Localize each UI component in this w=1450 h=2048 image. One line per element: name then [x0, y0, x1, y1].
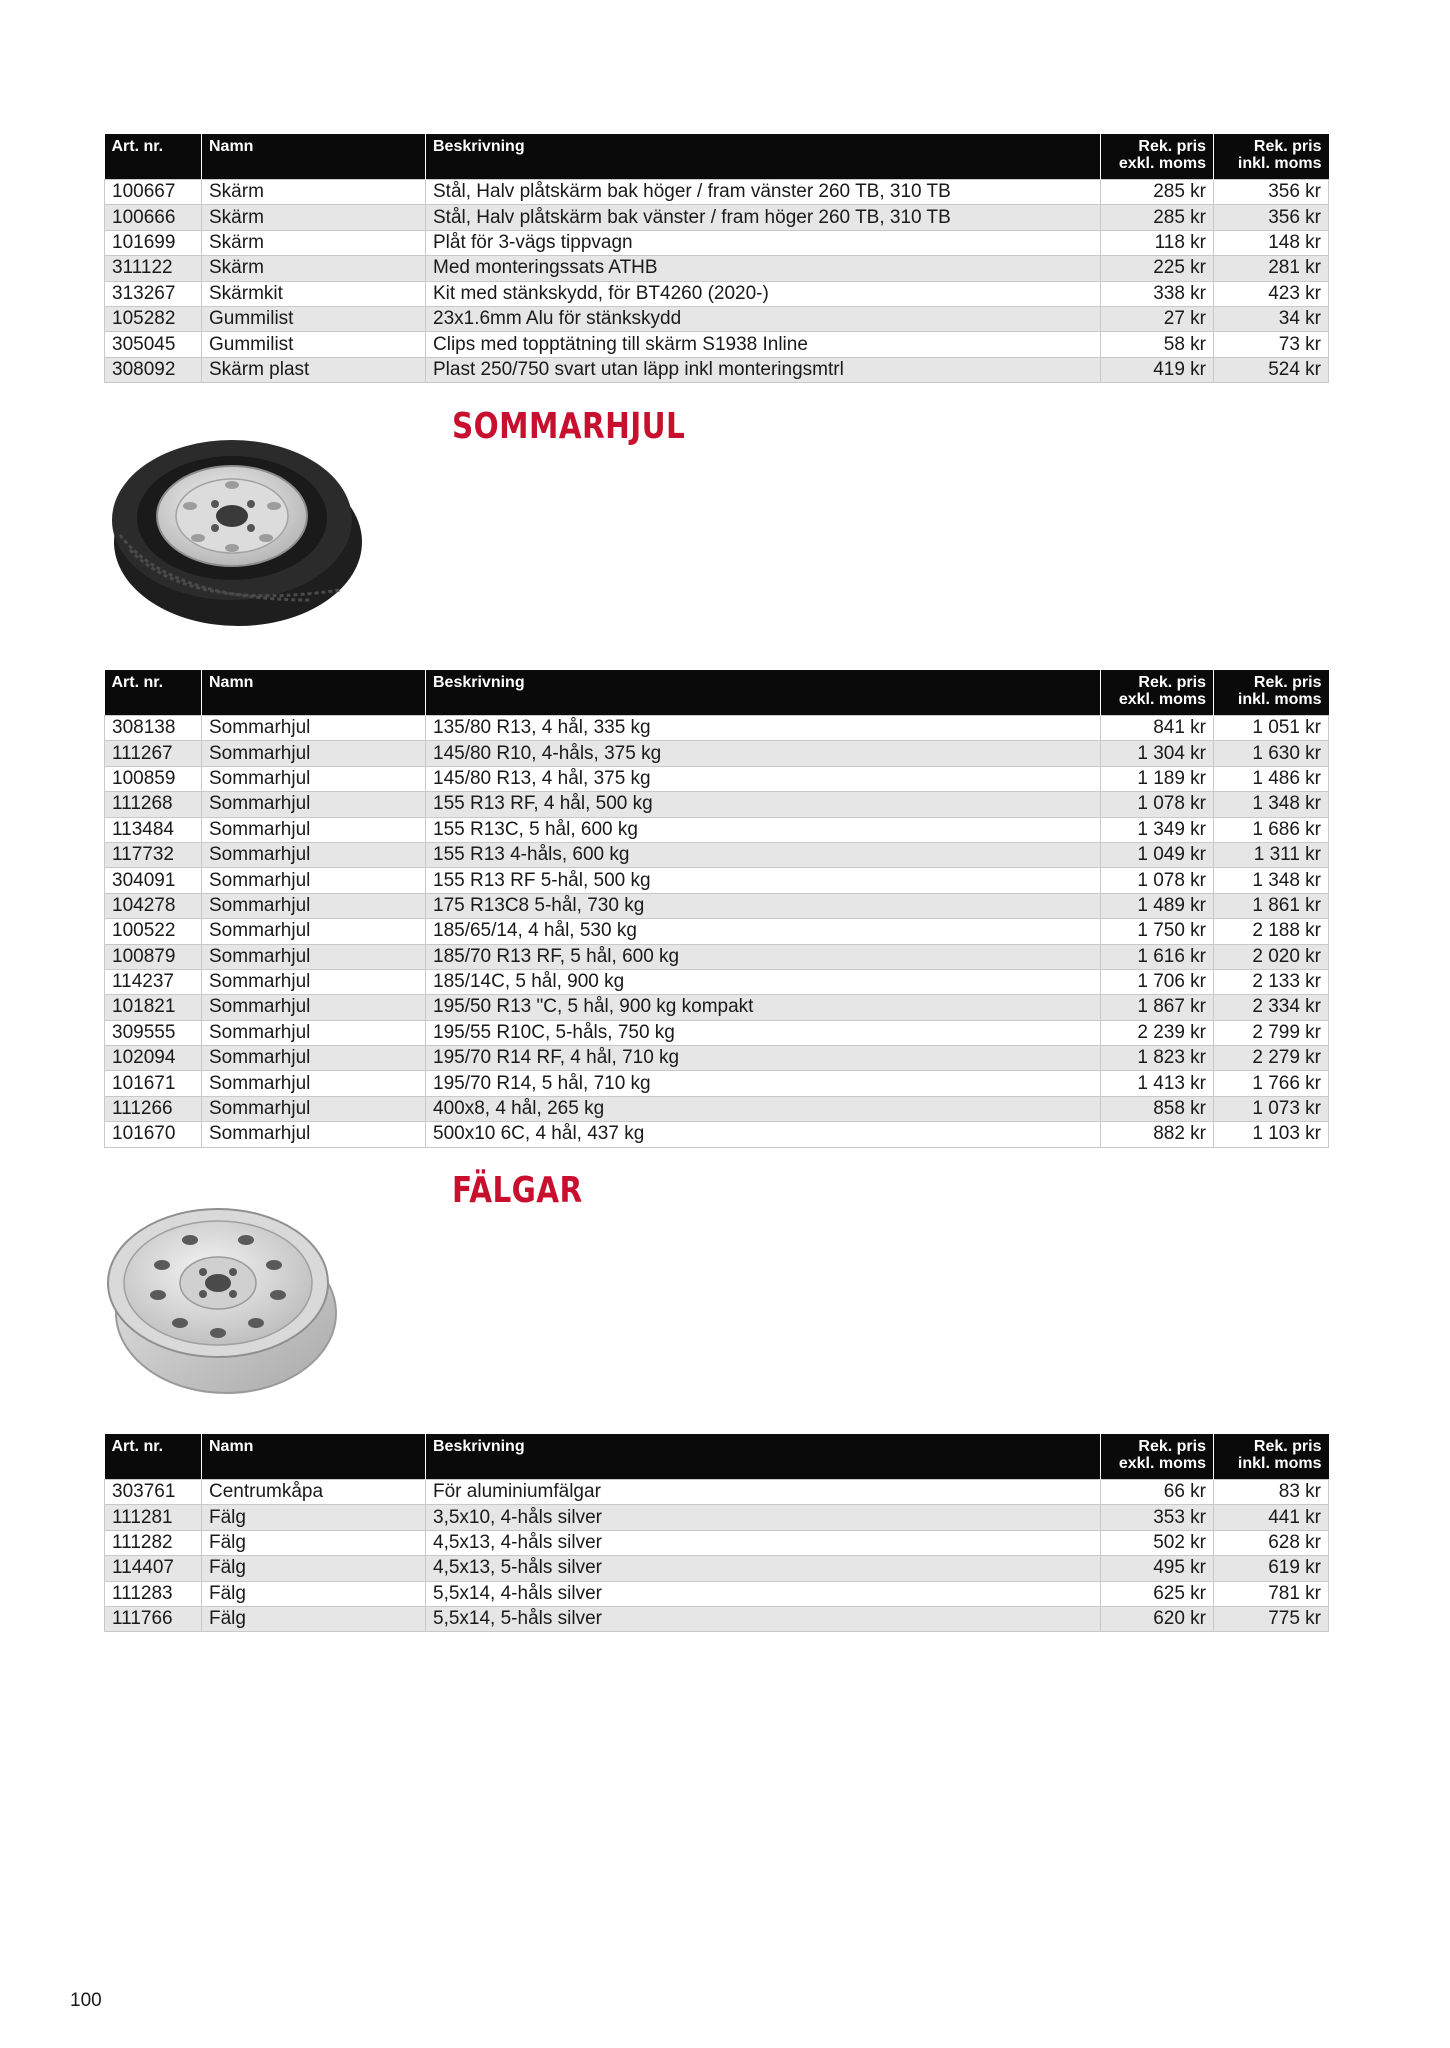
cell-beskrivning: 145/80 R13, 4 hål, 375 kg [426, 766, 1101, 791]
cell-inkl: 73 kr [1214, 332, 1329, 357]
col-header-exkl-line1: Rek. pris [1138, 138, 1206, 155]
cell-art: 101699 [105, 230, 202, 255]
cell-namn: Fälg [202, 1581, 426, 1606]
col-header-exkl-line2: exkl. moms [1118, 155, 1206, 172]
col-header-art: Art. nr. [105, 1434, 202, 1480]
cell-exkl: 841 kr [1101, 716, 1214, 741]
cell-inkl: 1 348 kr [1214, 792, 1329, 817]
cell-beskrivning: 155 R13 RF 5-hål, 500 kg [426, 868, 1101, 893]
table-row [105, 256, 1329, 281]
cell-beskrivning: 23x1.6mm Alu för stänkskydd [426, 306, 1101, 331]
cell-namn: Fälg [202, 1505, 426, 1530]
cell-namn: Sommarhjul [202, 1096, 426, 1121]
table-falgar [104, 1434, 1329, 1632]
cell-art: 114237 [105, 969, 202, 994]
col-header-art: Art. nr. [105, 134, 202, 180]
cell-inkl: 148 kr [1214, 230, 1329, 255]
cell-beskrivning: 3,5x10, 4-håls silver [426, 1505, 1101, 1530]
table-row [105, 1556, 1329, 1581]
cell-exkl: 1 189 kr [1101, 766, 1214, 791]
cell-inkl: 775 kr [1214, 1606, 1329, 1631]
cell-art: 102094 [105, 1046, 202, 1071]
cell-exkl: 225 kr [1101, 256, 1214, 281]
table-header-row [105, 134, 1329, 180]
cell-art: 111268 [105, 792, 202, 817]
col-header-beskrivning: Beskrivning [426, 134, 1101, 180]
cell-exkl: 419 kr [1101, 357, 1214, 382]
cell-exkl: 1 078 kr [1101, 868, 1214, 893]
cell-exkl: 1 616 kr [1101, 944, 1214, 969]
section-heading-falgar: FÄLGAR [452, 1170, 583, 1211]
cell-exkl: 858 kr [1101, 1096, 1214, 1121]
cell-beskrivning: 195/70 R14, 5 hål, 710 kg [426, 1071, 1101, 1096]
cell-art: 117732 [105, 842, 202, 867]
cell-beskrivning: 135/80 R13, 4 hål, 335 kg [426, 716, 1101, 741]
cell-beskrivning: Clips med topptätning till skärm S1938 Inline [426, 332, 1101, 357]
cell-inkl: 356 kr [1214, 180, 1329, 205]
cell-art: 303761 [105, 1480, 202, 1505]
cell-inkl: 1 073 kr [1214, 1096, 1329, 1121]
col-header-namn: Namn [202, 670, 426, 716]
cell-inkl: 2 133 kr [1214, 969, 1329, 994]
cell-exkl: 285 kr [1101, 180, 1214, 205]
table-row [105, 1046, 1329, 1071]
cell-namn: Sommarhjul [202, 792, 426, 817]
table-row [105, 332, 1329, 357]
cell-namn: Sommarhjul [202, 944, 426, 969]
col-header-inkl-line1: Rek. pris [1253, 138, 1322, 155]
col-header-namn: Namn [202, 134, 426, 180]
table-row [105, 995, 1329, 1020]
cell-namn: Fälg [202, 1556, 426, 1581]
cell-art: 101670 [105, 1122, 202, 1147]
cell-art: 111766 [105, 1606, 202, 1631]
table-row [105, 1122, 1329, 1147]
table-row [105, 1606, 1329, 1631]
cell-exkl: 1 049 kr [1101, 842, 1214, 867]
cell-art: 100879 [105, 944, 202, 969]
cell-art: 308092 [105, 357, 202, 382]
table-row [105, 741, 1329, 766]
cell-inkl: 83 kr [1214, 1480, 1329, 1505]
col-header-inkl-moms [1214, 670, 1329, 716]
cell-namn: Sommarhjul [202, 842, 426, 867]
cell-exkl: 118 kr [1101, 230, 1214, 255]
cell-inkl: 1 348 kr [1214, 868, 1329, 893]
table-row [105, 1020, 1329, 1045]
table-row [105, 969, 1329, 994]
cell-namn: Sommarhjul [202, 969, 426, 994]
cell-art: 114407 [105, 1556, 202, 1581]
cell-inkl: 1 630 kr [1214, 741, 1329, 766]
cell-namn: Sommarhjul [202, 868, 426, 893]
cell-namn: Skärm plast [202, 357, 426, 382]
cell-inkl: 423 kr [1214, 281, 1329, 306]
cell-beskrivning: 195/55 R10C, 5-håls, 750 kg [426, 1020, 1101, 1045]
table-row [105, 817, 1329, 842]
table-row [105, 180, 1329, 205]
cell-exkl: 1 489 kr [1101, 893, 1214, 918]
cell-exkl: 1 078 kr [1101, 792, 1214, 817]
cell-beskrivning: 155 R13 RF, 4 hål, 500 kg [426, 792, 1101, 817]
cell-art: 100666 [105, 205, 202, 230]
cell-inkl: 628 kr [1214, 1530, 1329, 1555]
table-row [105, 893, 1329, 918]
cell-exkl: 27 kr [1101, 306, 1214, 331]
cell-inkl: 2 279 kr [1214, 1046, 1329, 1071]
table-skarm [104, 134, 1329, 383]
cell-beskrivning: 155 R13 4-håls, 600 kg [426, 842, 1101, 867]
cell-art: 304091 [105, 868, 202, 893]
cell-beskrivning: Plast 250/750 svart utan läpp inkl monteringsmtrl [426, 357, 1101, 382]
cell-exkl: 1 413 kr [1101, 1071, 1214, 1096]
cell-beskrivning: 5,5x14, 4-håls silver [426, 1581, 1101, 1606]
cell-namn: Sommarhjul [202, 893, 426, 918]
cell-exkl: 882 kr [1101, 1122, 1214, 1147]
cell-art: 111266 [105, 1096, 202, 1121]
table-row [105, 919, 1329, 944]
cell-art: 101671 [105, 1071, 202, 1096]
cell-exkl: 2 239 kr [1101, 1020, 1214, 1045]
col-header-inkl-line2: inkl. moms [1237, 155, 1322, 172]
table-row [105, 230, 1329, 255]
cell-beskrivning: Plåt för 3-vägs tippvagn [426, 230, 1101, 255]
cell-exkl: 1 750 kr [1101, 919, 1214, 944]
cell-beskrivning: Med monteringssats ATHB [426, 256, 1101, 281]
cell-inkl: 1 861 kr [1214, 893, 1329, 918]
table-header-row [105, 670, 1329, 716]
cell-exkl: 1 706 kr [1101, 969, 1214, 994]
cell-inkl: 34 kr [1214, 306, 1329, 331]
tire-with-steel-rim-image [110, 430, 362, 630]
col-header-inkl-line2: inkl. moms [1237, 1455, 1322, 1472]
cell-art: 308138 [105, 716, 202, 741]
cell-exkl: 66 kr [1101, 1480, 1214, 1505]
cell-inkl: 441 kr [1214, 1505, 1329, 1530]
table-row [105, 716, 1329, 741]
cell-art: 100667 [105, 180, 202, 205]
cell-exkl: 1 304 kr [1101, 741, 1214, 766]
cell-beskrivning: 400x8, 4 hål, 265 kg [426, 1096, 1101, 1121]
cell-exkl: 625 kr [1101, 1581, 1214, 1606]
cell-namn: Sommarhjul [202, 1122, 426, 1147]
cell-art: 111282 [105, 1530, 202, 1555]
cell-exkl: 353 kr [1101, 1505, 1214, 1530]
cell-art: 309555 [105, 1020, 202, 1045]
col-header-inkl-line2: inkl. moms [1237, 691, 1322, 708]
cell-beskrivning: 195/70 R14 RF, 4 hål, 710 kg [426, 1046, 1101, 1071]
table-row [105, 766, 1329, 791]
col-header-inkl-line1: Rek. pris [1253, 674, 1322, 691]
cell-beskrivning: 145/80 R10, 4-håls, 375 kg [426, 741, 1101, 766]
cell-namn: Sommarhjul [202, 1071, 426, 1096]
cell-art: 305045 [105, 332, 202, 357]
table-row [105, 1581, 1329, 1606]
cell-beskrivning: 175 R13C8 5-hål, 730 kg [426, 893, 1101, 918]
cell-art: 105282 [105, 306, 202, 331]
cell-namn: Skärm [202, 205, 426, 230]
cell-namn: Sommarhjul [202, 1046, 426, 1071]
cell-art: 111281 [105, 1505, 202, 1530]
cell-namn: Gummilist [202, 306, 426, 331]
cell-namn: Fälg [202, 1530, 426, 1555]
cell-inkl: 281 kr [1214, 256, 1329, 281]
cell-inkl: 1 486 kr [1214, 766, 1329, 791]
cell-inkl: 2 188 kr [1214, 919, 1329, 944]
cell-exkl: 495 kr [1101, 1556, 1214, 1581]
table-row [105, 205, 1329, 230]
cell-inkl: 1 311 kr [1214, 842, 1329, 867]
cell-beskrivning: Kit med stänkskydd, för BT4260 (2020-) [426, 281, 1101, 306]
col-header-exkl-line2: exkl. moms [1118, 1455, 1206, 1472]
section-heading-sommarhjul: SOMMARHJUL [452, 406, 686, 447]
table-row [105, 1505, 1329, 1530]
cell-inkl: 524 kr [1214, 357, 1329, 382]
col-header-inkl-moms [1214, 1434, 1329, 1480]
cell-beskrivning: Stål, Halv plåtskärm bak vänster / fram höger 260 TB, 310 TB [426, 205, 1101, 230]
cell-beskrivning: Stål, Halv plåtskärm bak höger / fram vänster 260 TB, 310 TB [426, 180, 1101, 205]
cell-namn: Sommarhjul [202, 766, 426, 791]
cell-inkl: 356 kr [1214, 205, 1329, 230]
cell-exkl: 1 823 kr [1101, 1046, 1214, 1071]
cell-namn: Skärm [202, 256, 426, 281]
cell-inkl: 2 334 kr [1214, 995, 1329, 1020]
col-header-inkl-line1: Rek. pris [1253, 1438, 1322, 1455]
cell-exkl: 285 kr [1101, 205, 1214, 230]
table-row [105, 1071, 1329, 1096]
cell-beskrivning: 5,5x14, 5-håls silver [426, 1606, 1101, 1631]
table-sommarhjul [104, 670, 1329, 1148]
cell-namn: Skärm [202, 180, 426, 205]
cell-beskrivning: 185/70 R13 RF, 5 hål, 600 kg [426, 944, 1101, 969]
table-row [105, 1480, 1329, 1505]
cell-beskrivning: 195/50 R13 "C, 5 hål, 900 kg kompakt [426, 995, 1101, 1020]
col-header-art: Art. nr. [105, 670, 202, 716]
cell-namn: Sommarhjul [202, 919, 426, 944]
cell-art: 111267 [105, 741, 202, 766]
table-row [105, 306, 1329, 331]
table-header-row [105, 1434, 1329, 1480]
cell-inkl: 1 686 kr [1214, 817, 1329, 842]
cell-inkl: 2 020 kr [1214, 944, 1329, 969]
cell-beskrivning: För aluminiumfälgar [426, 1480, 1101, 1505]
cell-namn: Sommarhjul [202, 995, 426, 1020]
table-row [105, 281, 1329, 306]
table-row [105, 792, 1329, 817]
cell-art: 311122 [105, 256, 202, 281]
col-header-beskrivning: Beskrivning [426, 1434, 1101, 1480]
cell-namn: Skärm [202, 230, 426, 255]
col-header-exkl-line1: Rek. pris [1138, 674, 1206, 691]
cell-beskrivning: 500x10 6C, 4 hål, 437 kg [426, 1122, 1101, 1147]
cell-exkl: 620 kr [1101, 1606, 1214, 1631]
cell-namn: Fälg [202, 1606, 426, 1631]
cell-beskrivning: 185/14C, 5 hål, 900 kg [426, 969, 1101, 994]
silver-steel-rim-image [100, 1195, 340, 1395]
table-row [105, 1530, 1329, 1555]
cell-art: 313267 [105, 281, 202, 306]
col-header-beskrivning: Beskrivning [426, 670, 1101, 716]
col-header-exkl-moms [1101, 1434, 1214, 1480]
cell-art: 101821 [105, 995, 202, 1020]
cell-namn: Gummilist [202, 332, 426, 357]
col-header-namn: Namn [202, 1434, 426, 1480]
table-row [105, 868, 1329, 893]
table-row [105, 842, 1329, 867]
cell-inkl: 2 799 kr [1214, 1020, 1329, 1045]
cell-art: 100859 [105, 766, 202, 791]
cell-art: 100522 [105, 919, 202, 944]
table-row [105, 357, 1329, 382]
cell-beskrivning: 4,5x13, 5-håls silver [426, 1556, 1101, 1581]
cell-art: 104278 [105, 893, 202, 918]
cell-exkl: 338 kr [1101, 281, 1214, 306]
cell-namn: Sommarhjul [202, 1020, 426, 1045]
page-number: 100 [70, 1990, 102, 2011]
cell-art: 113484 [105, 817, 202, 842]
table-row [105, 1096, 1329, 1121]
cell-beskrivning: 4,5x13, 4-håls silver [426, 1530, 1101, 1555]
col-header-exkl-line1: Rek. pris [1138, 1438, 1206, 1455]
cell-exkl: 502 kr [1101, 1530, 1214, 1555]
cell-beskrivning: 185/65/14, 4 hål, 530 kg [426, 919, 1101, 944]
cell-namn: Sommarhjul [202, 716, 426, 741]
col-header-inkl-moms [1214, 134, 1329, 180]
table-row [105, 944, 1329, 969]
cell-namn: Sommarhjul [202, 817, 426, 842]
cell-inkl: 781 kr [1214, 1581, 1329, 1606]
col-header-exkl-moms [1101, 670, 1214, 716]
cell-namn: Sommarhjul [202, 741, 426, 766]
cell-exkl: 1 349 kr [1101, 817, 1214, 842]
cell-namn: Skärmkit [202, 281, 426, 306]
col-header-exkl-moms [1101, 134, 1214, 180]
cell-inkl: 1 766 kr [1214, 1071, 1329, 1096]
cell-beskrivning: 155 R13C, 5 hål, 600 kg [426, 817, 1101, 842]
cell-inkl: 619 kr [1214, 1556, 1329, 1581]
cell-exkl: 1 867 kr [1101, 995, 1214, 1020]
cell-exkl: 58 kr [1101, 332, 1214, 357]
cell-inkl: 1 051 kr [1214, 716, 1329, 741]
cell-inkl: 1 103 kr [1214, 1122, 1329, 1147]
cell-namn: Centrumkåpa [202, 1480, 426, 1505]
col-header-exkl-line2: exkl. moms [1118, 691, 1206, 708]
cell-art: 111283 [105, 1581, 202, 1606]
